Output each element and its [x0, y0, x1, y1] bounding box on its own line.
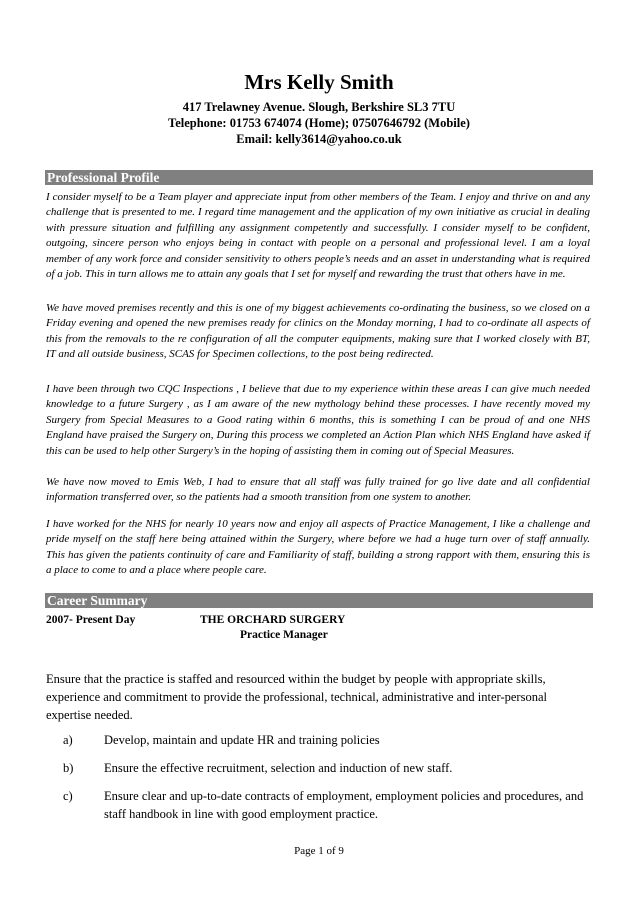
profile-heading: Professional Profile	[45, 170, 593, 185]
list-item-text: Develop, maintain and update HR and training policies	[104, 733, 380, 747]
job-role: Practice Manager	[240, 629, 328, 641]
job-intro: Ensure that the practice is staffed and resourced within the budget by people with appropriate skills, experience and commitment to provide the professional, technical, administrative and inter-personal expertise needed.	[46, 672, 547, 722]
telephone-line: Telephone: 01753 674074 (Home); 07507646792 (Mobile)	[168, 116, 470, 130]
candidate-name: Mrs Kelly Smith	[244, 70, 394, 94]
list-item-label: c)	[63, 789, 73, 803]
page-number: Page 1 of 9	[294, 845, 344, 857]
profile-paragraph: We have now moved to Emis Web, I had to ensure that all staff was fully trained for go live date and all confidential information transferred over, so the patients had a smooth transition from one system to another.	[46, 476, 590, 504]
list-item-label: b)	[63, 761, 74, 775]
profile-paragraph: I consider myself to be a Team player and appreciate input from other members of the Team. I enjoy and thrive on and any challenge that is presented to me. I regard time management and the application of my own initiative as crucial in dealing with pressure situation and fulfilling any assignment competently and successfully. I consider myself to be confident, outgoing, sincere person who enjoys being in contact with people on a personal and professional level. I am a loyal member of any work force and consider sensitivity to others people’s needs and an asset in understanding what is required of a job. This in turn allows me to attain any goals that I set for myself and rewarding the trust that others have in me.	[46, 191, 590, 281]
address-line: 417 Trelawney Avenue. Slough, Berkshire SL3 7TU	[182, 100, 456, 114]
profile-paragraph: I have worked for the NHS for nearly 10 years now and enjoy all aspects of Practice Management, I like a challenge and pride myself on the staff here being attained within the Surgery, where before we had a huge turn over of staff annually. This has given the patients continuity of care and Familiarity of staff, building a strong rapport with them, ensuring this is a place to come to and a place where people care.	[46, 518, 590, 577]
email-line: Email: kelly3614@yahoo.co.uk	[236, 132, 402, 146]
list-item-text: Ensure the effective recruitment, selection and induction of new staff.	[104, 761, 453, 775]
list-item-label: a)	[63, 733, 73, 747]
list-item-text: Ensure clear and up-to-date contracts of employment, employment policies and procedures, and staff handbook in line with good employment practice.	[104, 789, 584, 821]
career-heading: Career Summary	[45, 593, 593, 608]
profile-paragraph: I have been through two CQC Inspections , I believe that due to my experience within these areas I can give much needed knowledge to a future Surgery , as I am aware of the new mythology behind these processes. I have recently moved my Surgery from Special Measures to a Good rating within 6 months, this is something I can be proud of and one NHS England have praised the Surgery on, During this process we completed an Action Plan which NHS England have asked if this can be used to help other Surgery’s in the hoping of assisting them in coming out of Special Measures.	[46, 383, 590, 457]
job-organisation: THE ORCHARD SURGERY	[200, 614, 346, 626]
profile-paragraph: We have moved premises recently and this is one of my biggest achievements co-ordinating the business, so we closed on a Friday evening and opened the new premises ready for clinics on the Monday morning, I had to co-ordinate all aspects of this from the removals to the re configuration of all the computer equipments, making sure that I worked closely with BT, IT and all outside business, SCAS for Specimen collections, to the post being redirected.	[46, 302, 590, 361]
job-date: 2007- Present Day	[46, 614, 136, 626]
